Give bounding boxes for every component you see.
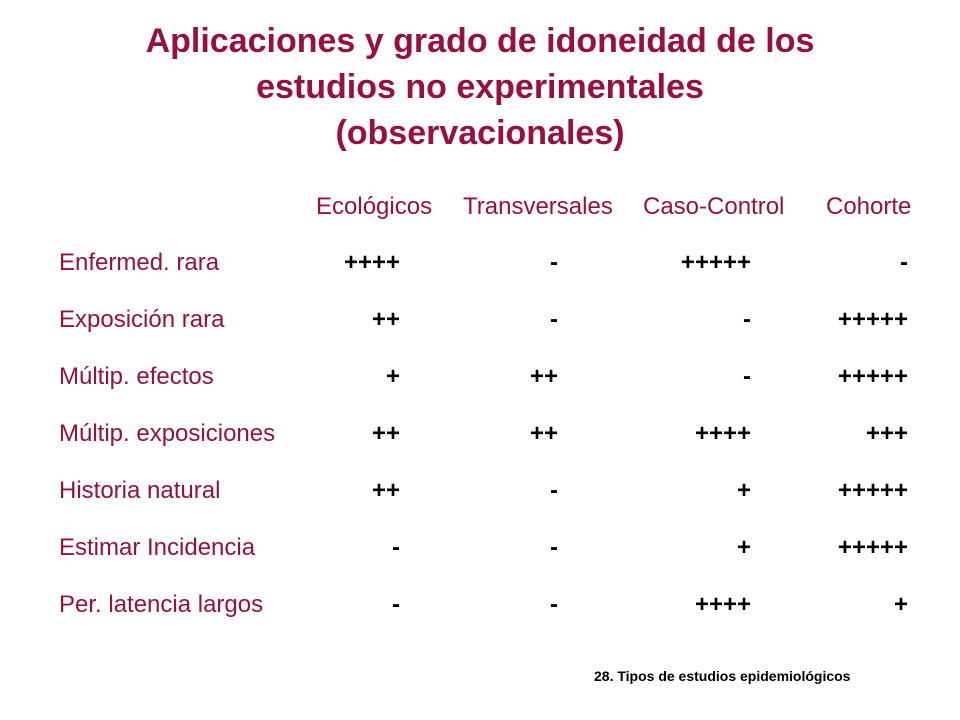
column-header-cohorte: Cohorte — [826, 193, 912, 220]
cell-ecologicos: + — [385, 363, 400, 390]
cell-cohorte: +++++ — [837, 363, 908, 390]
column-header-transversales: Transversales — [463, 193, 613, 220]
cell-transversales: - — [550, 249, 558, 276]
cell-cohorte: +++++ — [837, 534, 908, 561]
cell-ecologicos: ++ — [371, 477, 400, 504]
cell-ecologicos: - — [392, 534, 400, 561]
table-row — [0, 533, 960, 563]
cell-ecologicos: ++ — [371, 306, 400, 333]
slide-footer: 28. Tipos de estudios epidemiológicos — [594, 668, 851, 684]
cell-caso-control: ++++ — [694, 420, 751, 447]
cell-caso-control: + — [736, 534, 751, 561]
cell-caso-control: +++++ — [680, 249, 751, 276]
cell-cohorte: +++ — [865, 420, 908, 447]
cell-caso-control: + — [736, 477, 751, 504]
cell-transversales: - — [550, 534, 558, 561]
table-row — [0, 476, 960, 506]
slide-title-line-2: estudios no experimentales — [256, 68, 704, 106]
table-row — [0, 362, 960, 392]
row-label: Per. latencia largos — [59, 591, 264, 618]
table-row — [0, 305, 960, 335]
cell-caso-control: - — [743, 306, 751, 333]
table-row — [0, 590, 960, 620]
cell-cohorte: - — [900, 249, 908, 276]
cell-transversales: - — [550, 591, 558, 618]
cell-transversales: - — [550, 306, 558, 333]
cell-cohorte: + — [893, 591, 908, 618]
row-label: Exposición rara — [59, 306, 225, 333]
cell-ecologicos: ++++ — [343, 249, 400, 276]
row-label: Historia natural — [59, 477, 221, 504]
cell-transversales: ++ — [529, 363, 558, 390]
column-header-ecologicos: Ecológicos — [316, 193, 433, 220]
cell-cohorte: +++++ — [837, 306, 908, 333]
cell-transversales: ++ — [529, 420, 558, 447]
table-row — [0, 419, 960, 449]
row-label: Múltip. exposiciones — [59, 420, 276, 447]
cell-caso-control: - — [743, 363, 751, 390]
row-label: Múltip. efectos — [59, 363, 214, 390]
slide-title-line-3: (observacionales) — [335, 114, 625, 152]
row-label: Enfermed. rara — [59, 249, 220, 276]
cell-ecologicos: - — [392, 591, 400, 618]
cell-transversales: - — [550, 477, 558, 504]
slide-title-line-1: Aplicaciones y grado de idoneidad de los — [145, 22, 815, 60]
table-row — [0, 248, 960, 278]
cell-cohorte: +++++ — [837, 477, 908, 504]
cell-ecologicos: ++ — [371, 420, 400, 447]
cell-caso-control: ++++ — [694, 591, 751, 618]
column-header-caso-control: Caso-Control — [643, 193, 785, 220]
row-label: Estimar Incidencia — [59, 534, 256, 561]
